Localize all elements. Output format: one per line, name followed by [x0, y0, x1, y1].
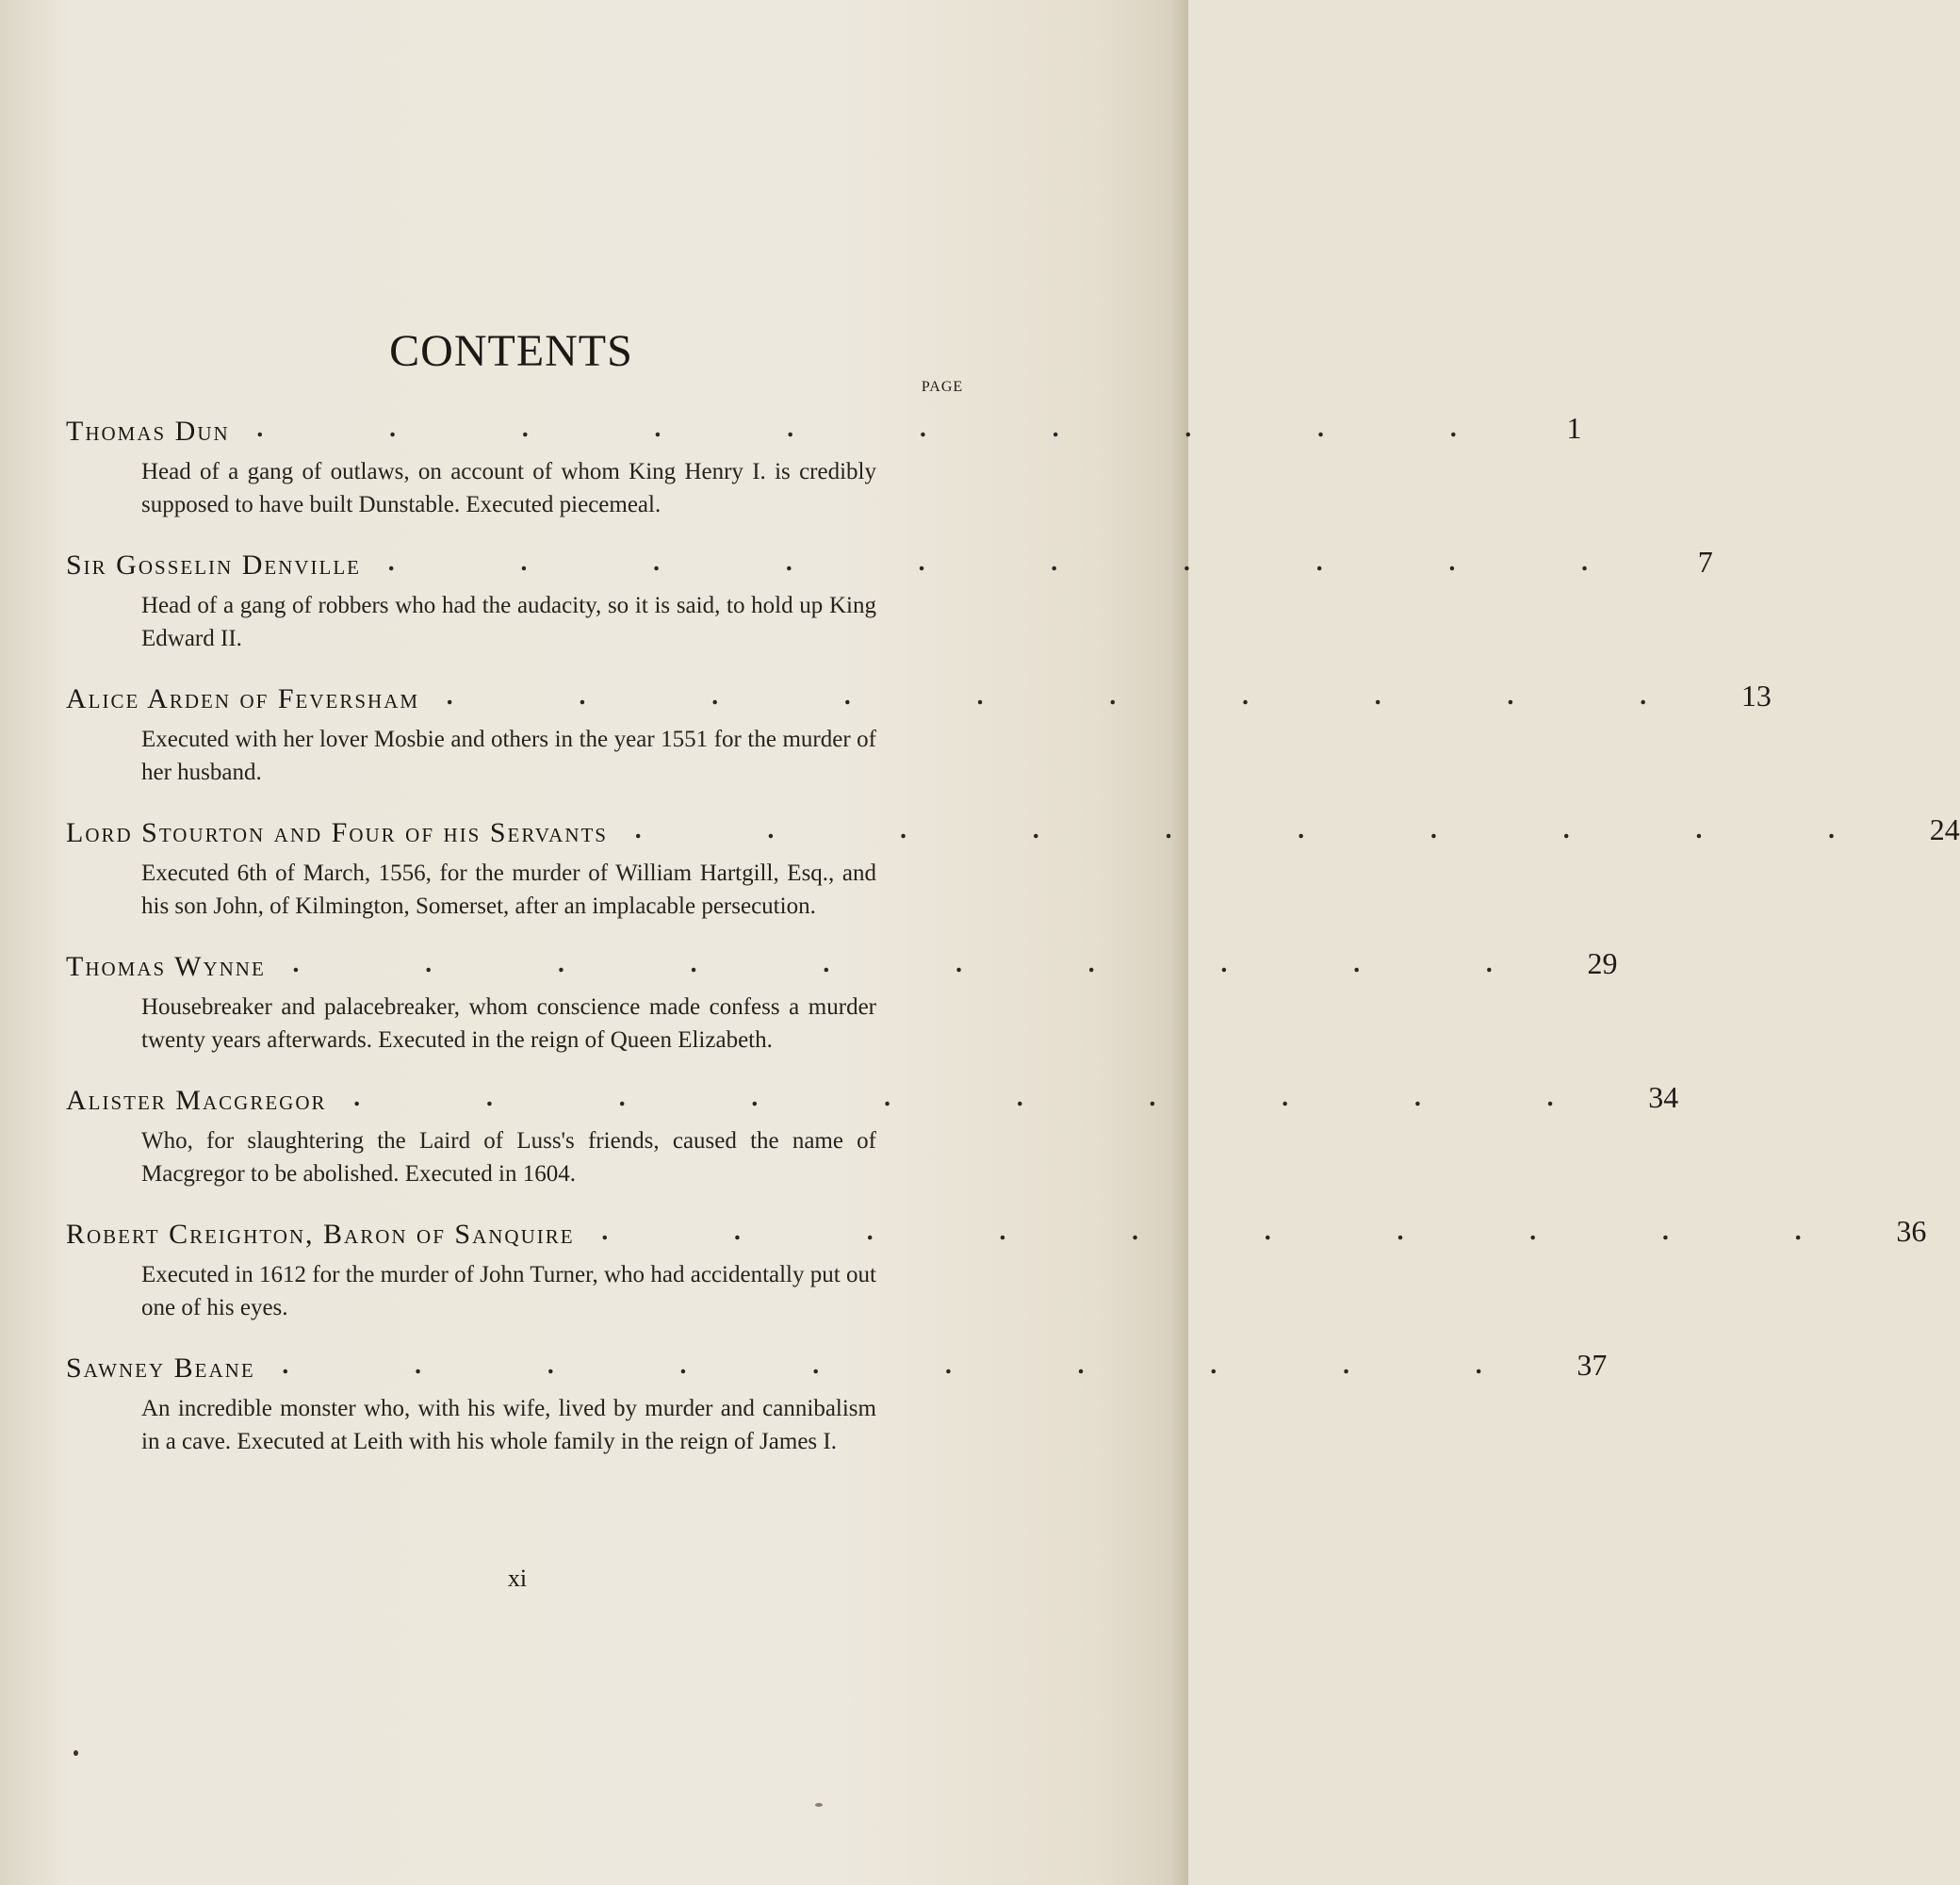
entry-name: Alister Macgregor	[66, 1085, 327, 1116]
entry-page-number: 36	[1896, 1214, 1927, 1248]
contents-entry	[66, 668, 1772, 789]
entry-name: Thomas Wynne	[66, 951, 266, 982]
entry-page-number: 1	[1566, 411, 1582, 445]
page-title: CONTENTS	[389, 326, 633, 376]
entry-name: Thomas Dun	[66, 416, 230, 447]
entry-name: Lord Stourton and Four of his Servants	[66, 817, 608, 848]
entry-description: Executed 6th of March, 1556, for the murder of William Hartgill, Esq., and his son John, of Kilmington, Somerset, after an implacable persecution.	[141, 861, 876, 919]
dot-leader: . . . . . . . . . .	[352, 1084, 1613, 1111]
entry-name: Sawney Beane	[66, 1352, 255, 1384]
entry-name: Robert Creighton, Baron of Sanquire	[66, 1219, 575, 1250]
dot-leader: . . . . . . . . . .	[634, 816, 1894, 844]
entry-description: Housebreaker and palacebreaker, whom conscience made confess a murder twenty years afterwards. Executed in the reign of Queen Elizabeth.	[141, 994, 876, 1053]
contents-entry	[66, 534, 1713, 655]
dot-leader: . . . . . . . . . .	[255, 415, 1516, 442]
entry-description: Executed with her lover Mosbie and others in the year 1551 for the murder of her husband.	[141, 727, 876, 785]
entry-page-number: 13	[1740, 679, 1772, 713]
contents-entry	[66, 802, 1960, 923]
contents-entry	[66, 1070, 1679, 1190]
entry-description: Head of a gang of robbers who had the audacity, so it is said, to hold up King Edward II.	[141, 593, 876, 651]
entry-description: Executed in 1612 for the murder of John Turner, who had accidentally put out one of his eyes.	[141, 1262, 876, 1320]
page-column-label: PAGE	[921, 379, 964, 395]
contents-entry	[66, 1204, 1927, 1324]
entry-page-number: 29	[1587, 946, 1618, 980]
ink-speck	[74, 1750, 78, 1756]
contents-entry	[66, 401, 1582, 521]
dot-leader: . . . . . . . . . .	[600, 1218, 1861, 1245]
dot-leader: . . . . . . . . . .	[281, 1352, 1542, 1379]
dot-leader: . . . . . . . . . .	[291, 950, 1552, 977]
entry-page-number: 24	[1929, 812, 1960, 846]
ink-speck	[815, 1803, 823, 1807]
folio-number: xi	[507, 1565, 528, 1592]
entry-description: Head of a gang of outlaws, on account of whom King Henry I. is credibly supposed to have built Dunstable. Executed piecemeal.	[141, 459, 876, 517]
entry-page-number: 37	[1576, 1348, 1608, 1382]
contents-entry	[66, 936, 1618, 1057]
entry-name: Sir Gosselin Denville	[66, 549, 361, 581]
entry-name: Alice Arden of Feversham	[66, 683, 420, 714]
entry-page-number: 7	[1697, 545, 1713, 579]
contents-list	[66, 401, 1960, 1471]
entry-description: An incredible monster who, with his wife, lived by murder and cannibalism in a cave. Executed at Leith with his whole family in the reign of James I.	[141, 1396, 876, 1454]
page-edge	[1171, 0, 1188, 1885]
entry-description: Who, for slaughtering the Laird of Luss's friends, caused the name of Macgregor to be abolished. Executed in 1604.	[141, 1128, 876, 1187]
entry-page-number: 34	[1648, 1080, 1679, 1114]
contents-entry	[66, 1337, 1608, 1458]
dot-leader: . . . . . . . . . .	[446, 682, 1706, 710]
dot-leader: . . . . . . . . . .	[387, 549, 1647, 576]
